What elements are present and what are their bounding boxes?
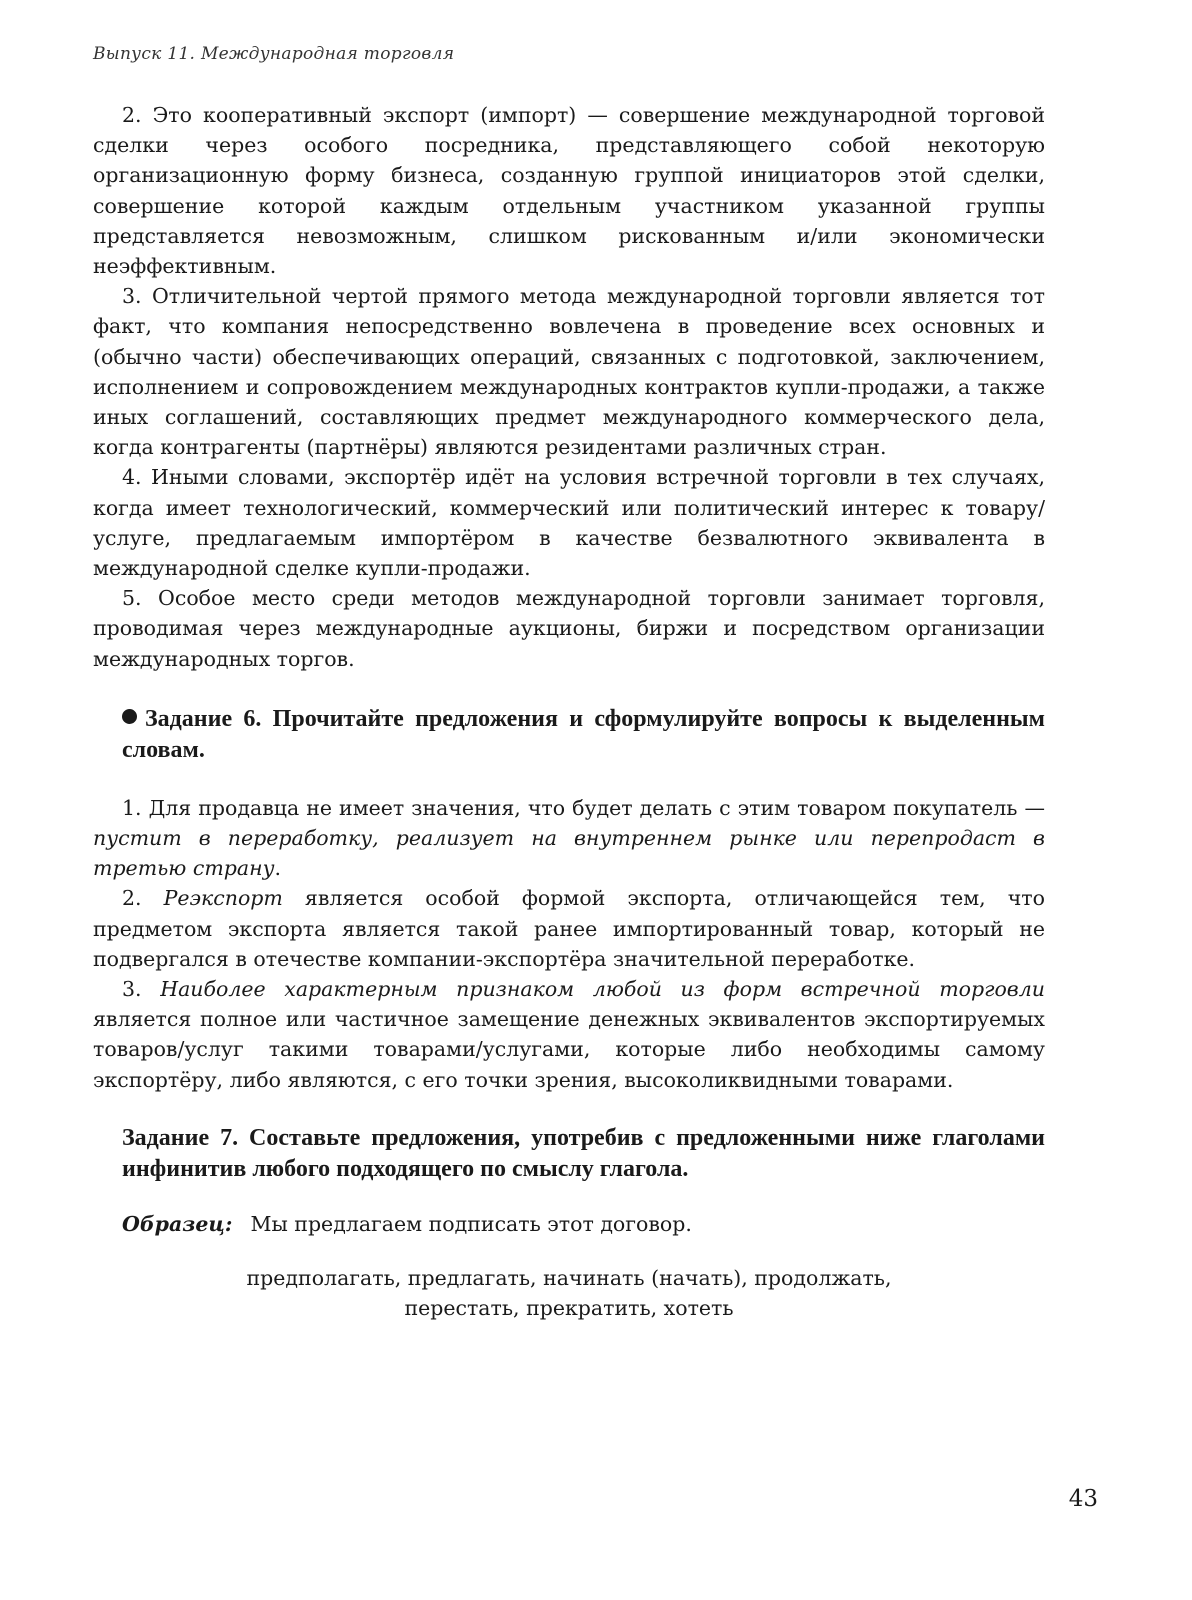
sentence-1-end: . (274, 856, 282, 881)
sentence-3-highlight: Наиболее характерным признаком любой из форм встречной торговли (160, 977, 1045, 1002)
running-head: Выпуск 11. Международная торговля (93, 44, 455, 64)
task-6-heading (93, 704, 1045, 766)
sentence-3-number: 3. (122, 977, 161, 1002)
sentence-2-highlight: Реэкспорт (163, 886, 283, 911)
verb-list-line-1: предполагать, предлагать, начинать (начать), продолжать, (246, 1265, 892, 1290)
sample-line (93, 1209, 1045, 1239)
sentence-2-number: 2. (122, 886, 164, 911)
sentence-1-highlight: пустит в переработку, реализует на внутреннем рынке или перепродаст в третью страну (93, 826, 1045, 881)
task-6-sentence-2 (93, 883, 1045, 974)
verb-list-line-2: перестать, прекратить, хотеть (404, 1295, 734, 1320)
verb-list (93, 1263, 1045, 1323)
sample-label: Образец: (122, 1211, 233, 1236)
sample-text: Мы предлагаем подписать этот договор. (250, 1211, 692, 1236)
paragraph-5: 5. Особое место среди методов международной торговли занимает торговля, проводимая через международные аукционы, биржи и посредством организации международных торгов. (93, 586, 1045, 671)
paragraph-3: 3. Отличительной чертой прямого метода международной торговли является тот факт, что компания непосредственно вовлечена в проведение всех основных и (обычно части) обеспечивающих операций, связанных с подготовкой, заключением, исполнением и сопровождением международных контрактов купли-продажи, а также иных соглашений, составляющих предмет международного коммерческого дела, когда контрагенты (партнёры) являются резидентами различных стран. (93, 284, 1045, 460)
sentence-1-text: 1. Для продавца не имеет значения, что будет делать с этим товаром покупатель — (122, 795, 1045, 820)
paragraph-4: 4. Иными словами, экспортёр идёт на условия встречной торговли в тех случаях, когда имеет технологический, коммерческий или политический интерес к товару/услуге, предлагаемым импортёром в качестве безвалютного эквивалента в международной сделке купли-продажи. (93, 465, 1045, 581)
page-number: 43 (1068, 1486, 1098, 1512)
paragraph-2: 2. Это кооперативный экспорт (импорт) — совершение международной торговой сделки через особого посредника, представляющего собой некоторую организационную форму бизнеса, созданную группой инициаторов этой сделки, совершение которой каждым отдельным участником указанной группы представляется невозможным, слишком рискованным и/или экономически неэффективным. (93, 103, 1045, 279)
sentence-2-text: является особой формой экспорта, отличающейся тем, что предметом экспорта является такой ранее импортированный товар, который не подвергался в отечестве компании-экспортёра значительной переработке. (93, 886, 1045, 971)
sentence-3-text: является полное или частичное замещение денежных эквивалентов экспортируемых товаров/услуг такими товарами/услугами, которые либо необходимы самому экспортёру, либо являются, с его точки зрения, высоколиквидными товарами. (93, 1007, 1045, 1092)
task-6-heading-text: Задание 6. Прочитайте предложения и сформулируйте вопросы к выделенным словам. (122, 705, 1045, 763)
page-content (93, 100, 1045, 1323)
task-7-heading: Задание 7. Составьте предложения, употребив с предложенными ниже глаголами инфинитив любого подходящего по смыслу глагола. (122, 1124, 1045, 1182)
task-6-sentence-3 (93, 974, 1045, 1095)
bullet-icon (122, 709, 137, 724)
task-6-sentence-1 (93, 793, 1045, 884)
